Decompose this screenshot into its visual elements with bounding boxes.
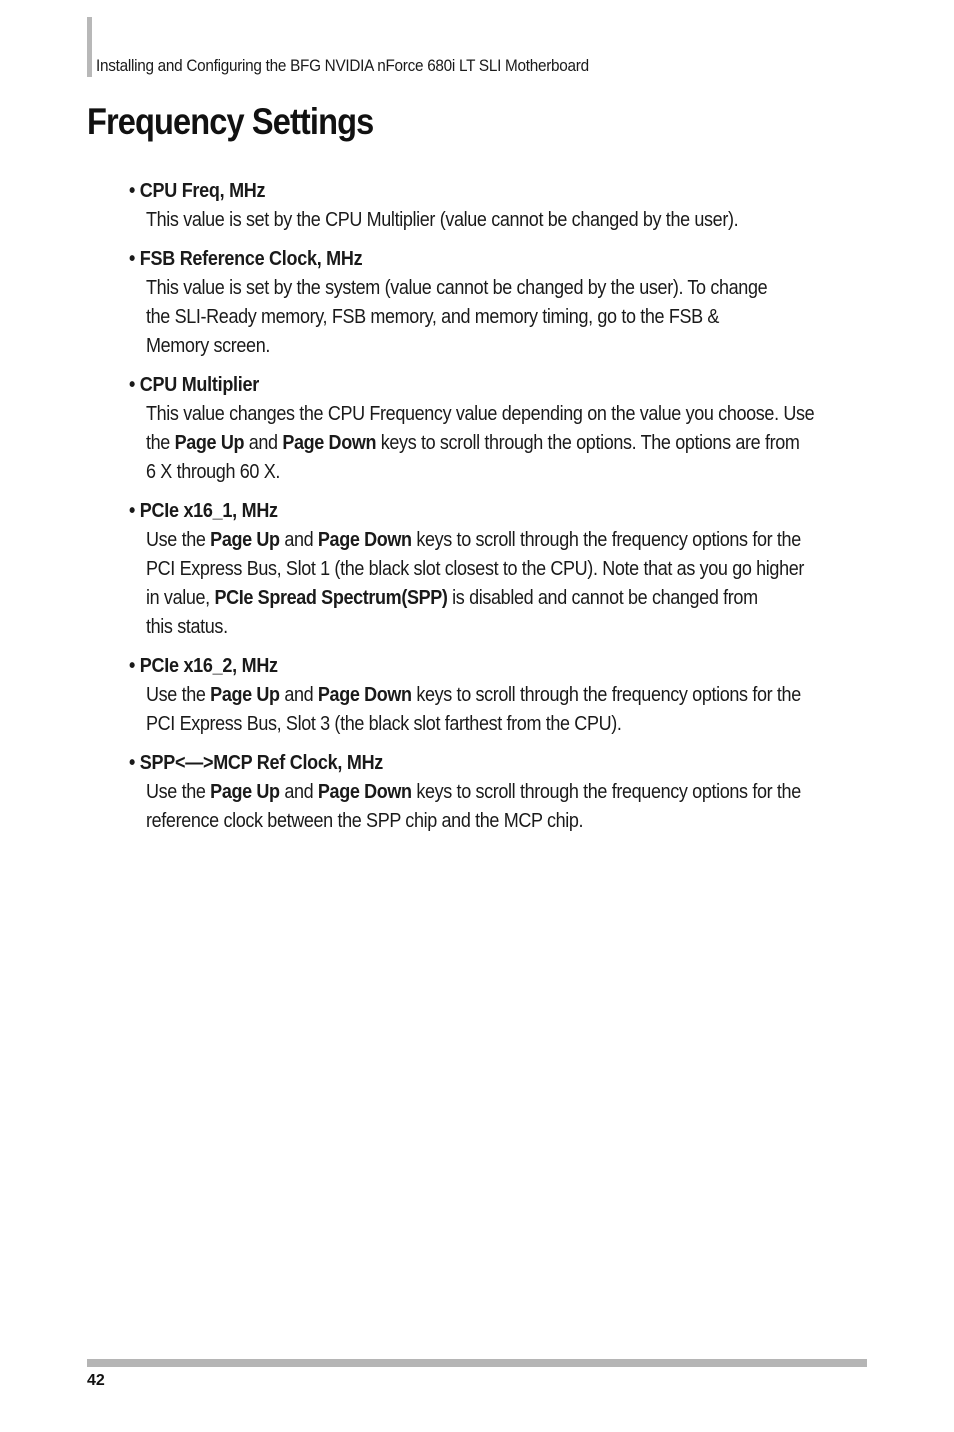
item-title: SPP<—>MCP Ref Clock, MHz — [139, 752, 384, 774]
body-line: Memory screen. — [146, 335, 271, 357]
body-line: PCI Express Bus, Slot 3 (the black slot farthest from the CPU). — [146, 713, 622, 735]
body-line: 6 X through 60 X. — [146, 461, 280, 483]
body-line — [146, 681, 866, 710]
bullet: • — [129, 500, 136, 522]
item-description — [146, 206, 866, 235]
item-heading — [129, 749, 840, 778]
bullet: • — [129, 752, 136, 774]
bullet: • — [129, 374, 136, 396]
body-line — [146, 526, 866, 555]
text-run: keys to scroll through the frequency options for the — [411, 529, 801, 551]
text-run: and — [279, 684, 318, 706]
body-line — [146, 584, 866, 613]
bullet: • — [129, 655, 136, 677]
body-line: this status. — [146, 616, 228, 638]
text-run: the — [146, 432, 175, 454]
key-name-bold: Page Down — [317, 781, 412, 803]
body-line: This value is set by the CPU Multiplier (value cannot be changed by the user). — [146, 209, 739, 231]
body-line — [146, 429, 866, 458]
key-name-bold: Page Up — [174, 432, 245, 454]
key-name-bold: Page Down — [317, 684, 412, 706]
body-line: This value changes the CPU Frequency value depending on the value you choose. Use — [146, 403, 815, 425]
footer-rule — [87, 1359, 867, 1367]
bullet: • — [129, 180, 136, 202]
key-name-bold: Page Down — [282, 432, 377, 454]
text-run: Use the — [146, 684, 211, 706]
body-line: reference clock between the SPP chip and the MCP chip. — [146, 810, 584, 832]
text-run: and — [244, 432, 283, 454]
item-description — [146, 681, 866, 739]
item-title: CPU Multiplier — [139, 374, 260, 396]
list-item-spp-mcp-ref-clock — [129, 749, 919, 836]
body-line: the SLI-Ready memory, FSB memory, and memory timing, go to the FSB & — [146, 306, 720, 328]
text-run: and — [279, 529, 318, 551]
text-run: keys to scroll through the frequency options for the — [411, 684, 801, 706]
item-heading — [129, 497, 840, 526]
text-run: keys to scroll through the frequency options for the — [411, 781, 801, 803]
list-item-fsb-reference-clock — [129, 245, 919, 361]
text-run: in value, — [146, 587, 215, 609]
page-title: Frequency Settings — [87, 101, 374, 142]
item-heading — [129, 371, 840, 400]
bullet: • — [129, 248, 136, 270]
item-title: PCIe x16_1, MHz — [139, 500, 278, 522]
list-item-cpu-freq — [129, 177, 919, 235]
list-item-pcie-x16-2 — [129, 652, 919, 739]
item-description — [146, 526, 866, 642]
item-heading — [129, 177, 840, 206]
text-run: Use the — [146, 529, 211, 551]
body-line: This value is set by the system (value cannot be changed by the user). To change — [146, 277, 768, 299]
text-run: is disabled and cannot be changed from — [447, 587, 758, 609]
running-header: Installing and Configuring the BFG NVIDIA nForce 680i LT SLI Motherboard — [96, 56, 589, 75]
body-line — [146, 778, 866, 807]
body-line: PCI Express Bus, Slot 1 (the black slot closest to the CPU). Note that as you go higher — [146, 558, 805, 580]
list-item-cpu-multiplier — [129, 371, 919, 487]
key-name-bold: Page Up — [210, 781, 280, 803]
text-run: Use the — [146, 781, 211, 803]
item-description — [146, 778, 866, 836]
text-run: and — [279, 781, 318, 803]
item-description — [146, 400, 866, 487]
item-heading — [129, 652, 840, 681]
key-name-bold: Page Up — [210, 529, 280, 551]
item-description — [146, 274, 866, 361]
item-title: FSB Reference Clock, MHz — [139, 248, 363, 270]
item-title: PCIe x16_2, MHz — [139, 655, 278, 677]
item-heading — [129, 245, 840, 274]
item-title: CPU Freq, MHz — [139, 180, 266, 202]
header-rule — [87, 17, 92, 77]
key-name-bold: Page Up — [210, 684, 280, 706]
page-number: 42 — [87, 1372, 105, 1389]
key-name-bold: Page Down — [317, 529, 412, 551]
list-item-pcie-x16-1 — [129, 497, 919, 642]
text-run: keys to scroll through the options. The options are from — [376, 432, 800, 454]
setting-name-bold: PCIe Spread Spectrum(SPP) — [214, 587, 448, 609]
settings-list — [129, 177, 919, 846]
